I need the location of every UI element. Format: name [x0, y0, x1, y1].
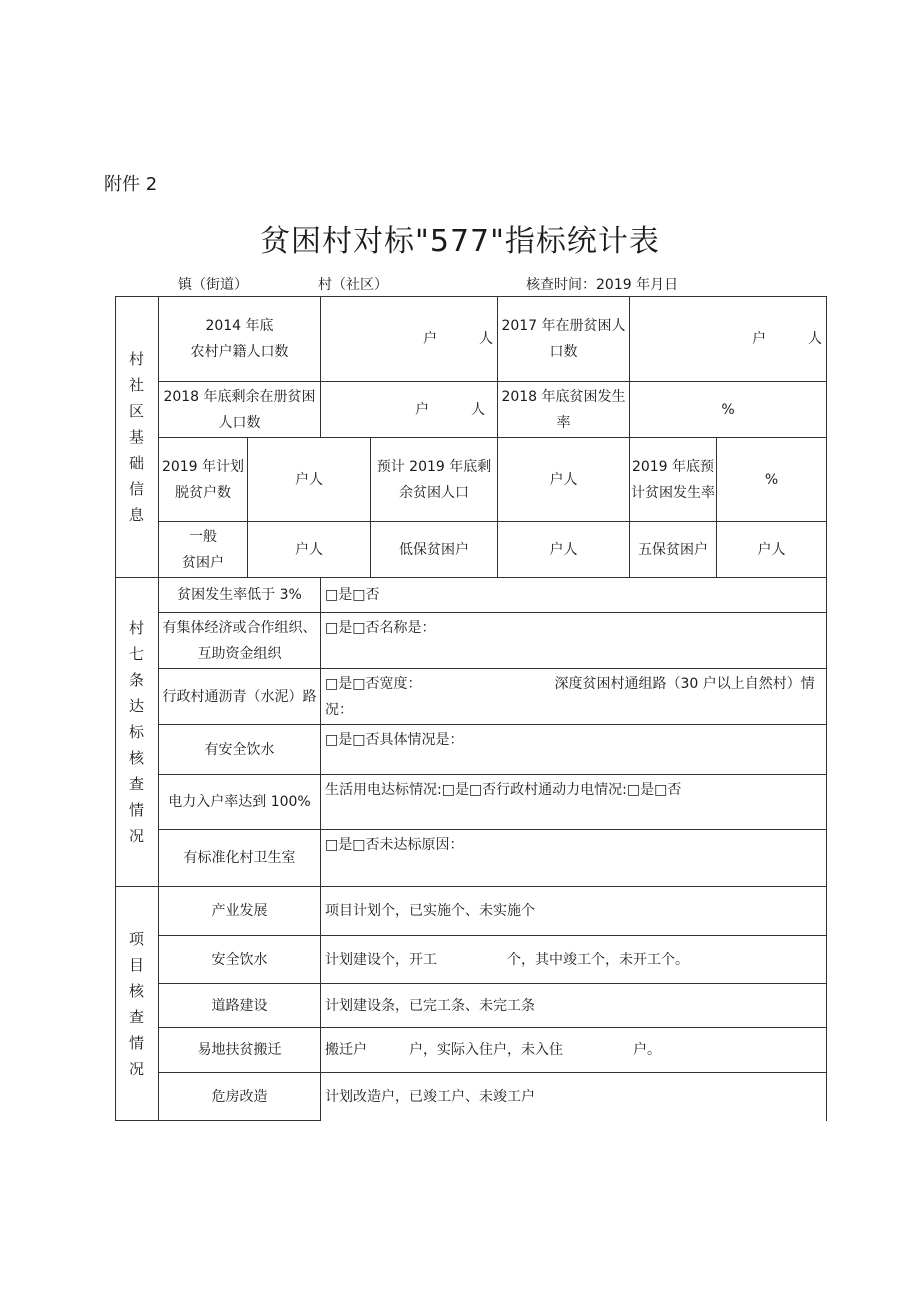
annex-label: 附件 2	[104, 174, 158, 195]
project-value: 搬迁户 户，实际入住户，未入住 户。	[325, 1042, 661, 1058]
minimum-living-poor-label: 低保贫困户	[399, 541, 469, 558]
check-value: 生活用电达标情况:□是□否行政村通动力电情况:□是□否	[325, 782, 682, 798]
expected-remaining-2019-value: 户人	[549, 471, 578, 488]
remaining-poor-2018-label: 2018 年底剩余在册贫困人口数	[163, 388, 316, 431]
check-label: 有标准化村卫生室	[183, 850, 296, 866]
check-label: 有集体经济或合作组织、互助资金组织	[162, 619, 317, 662]
project-value: 项目计划个，已实施个、未实施个	[325, 903, 535, 919]
check-label: 有安全饮水	[204, 741, 275, 758]
expected-remaining-2019-label: 预计 2019 年底剩余贫困人口	[376, 458, 492, 501]
expected-poverty-rate-2019-label: 2019 年底预计贫困发生率	[631, 458, 715, 501]
expected-poverty-rate-2019-value: %	[764, 471, 779, 488]
project-label: 产业发展	[211, 903, 268, 919]
section-seven-standards-label: 村七条达标核查情况	[128, 618, 144, 845]
table-border-right	[826, 297, 827, 1121]
poor-population-2017-label: 2017 年在册贫困人口数	[501, 318, 626, 360]
rural-population-2014-label: 2014 年底 农村户籍人口数	[190, 318, 289, 360]
remaining-poor-2018-value: 户 人	[415, 401, 485, 418]
check-value: □是□否	[325, 587, 380, 603]
project-value: 计划改造户，已竣工户、未竣工户	[325, 1088, 535, 1105]
village-label: 村（社区）	[318, 277, 388, 293]
town-label: 镇（街道）	[178, 277, 248, 293]
project-label: 易地扶贫搬迁	[197, 1042, 282, 1058]
general-poor-households-value: 户人	[295, 541, 323, 558]
poverty-rate-2018-value: %	[721, 401, 735, 418]
statistics-table	[115, 296, 827, 1121]
five-guarantee-poor-value: 户人	[757, 541, 786, 558]
poor-population-2017-value: 户 人	[752, 331, 822, 347]
project-label: 危房改造	[211, 1088, 268, 1105]
minimum-living-poor-value: 户人	[549, 541, 578, 558]
planned-exit-2019-label: 2019 年计划脱贫户数	[161, 458, 245, 501]
planned-exit-2019-value: 户人	[295, 471, 323, 488]
section-basic-info-label: 村社区基础信息	[128, 350, 144, 524]
check-label: 贫困发生率低于 3%	[177, 587, 302, 603]
check-time-label: 核查时间：2019 年月日	[526, 277, 679, 293]
general-poor-households-label: 一般 贫困户	[182, 528, 224, 571]
project-value: 计划建设条，已完工条、未完工条	[325, 997, 535, 1014]
check-label: 电力入户率达到 100%	[168, 794, 311, 810]
check-label: 行政村通沥青（水泥）路	[162, 688, 317, 705]
poverty-rate-2018-label: 2018 年底贫困发生率	[501, 388, 626, 431]
project-label: 安全饮水	[211, 951, 268, 968]
check-value: □是□否宽度： 深度贫困村通组路（30 户以上自然村）情况：	[325, 675, 815, 718]
project-label: 道路建设	[211, 997, 268, 1014]
page-title: 贫困村对标"577"指标统计表	[260, 224, 660, 259]
check-value: □是□否具体情况是：	[325, 732, 464, 748]
section-project-check-label: 项目核查情况	[128, 929, 144, 1078]
check-value: □是□否名称是：	[325, 620, 436, 636]
project-value: 计划建设个，开工 个，其中竣工个，未开工个。	[325, 951, 689, 968]
check-value: □是□否未达标原因：	[325, 837, 464, 853]
rural-population-2014-value: 户 人	[423, 331, 493, 347]
five-guarantee-poor-label: 五保贫困户	[638, 541, 708, 558]
